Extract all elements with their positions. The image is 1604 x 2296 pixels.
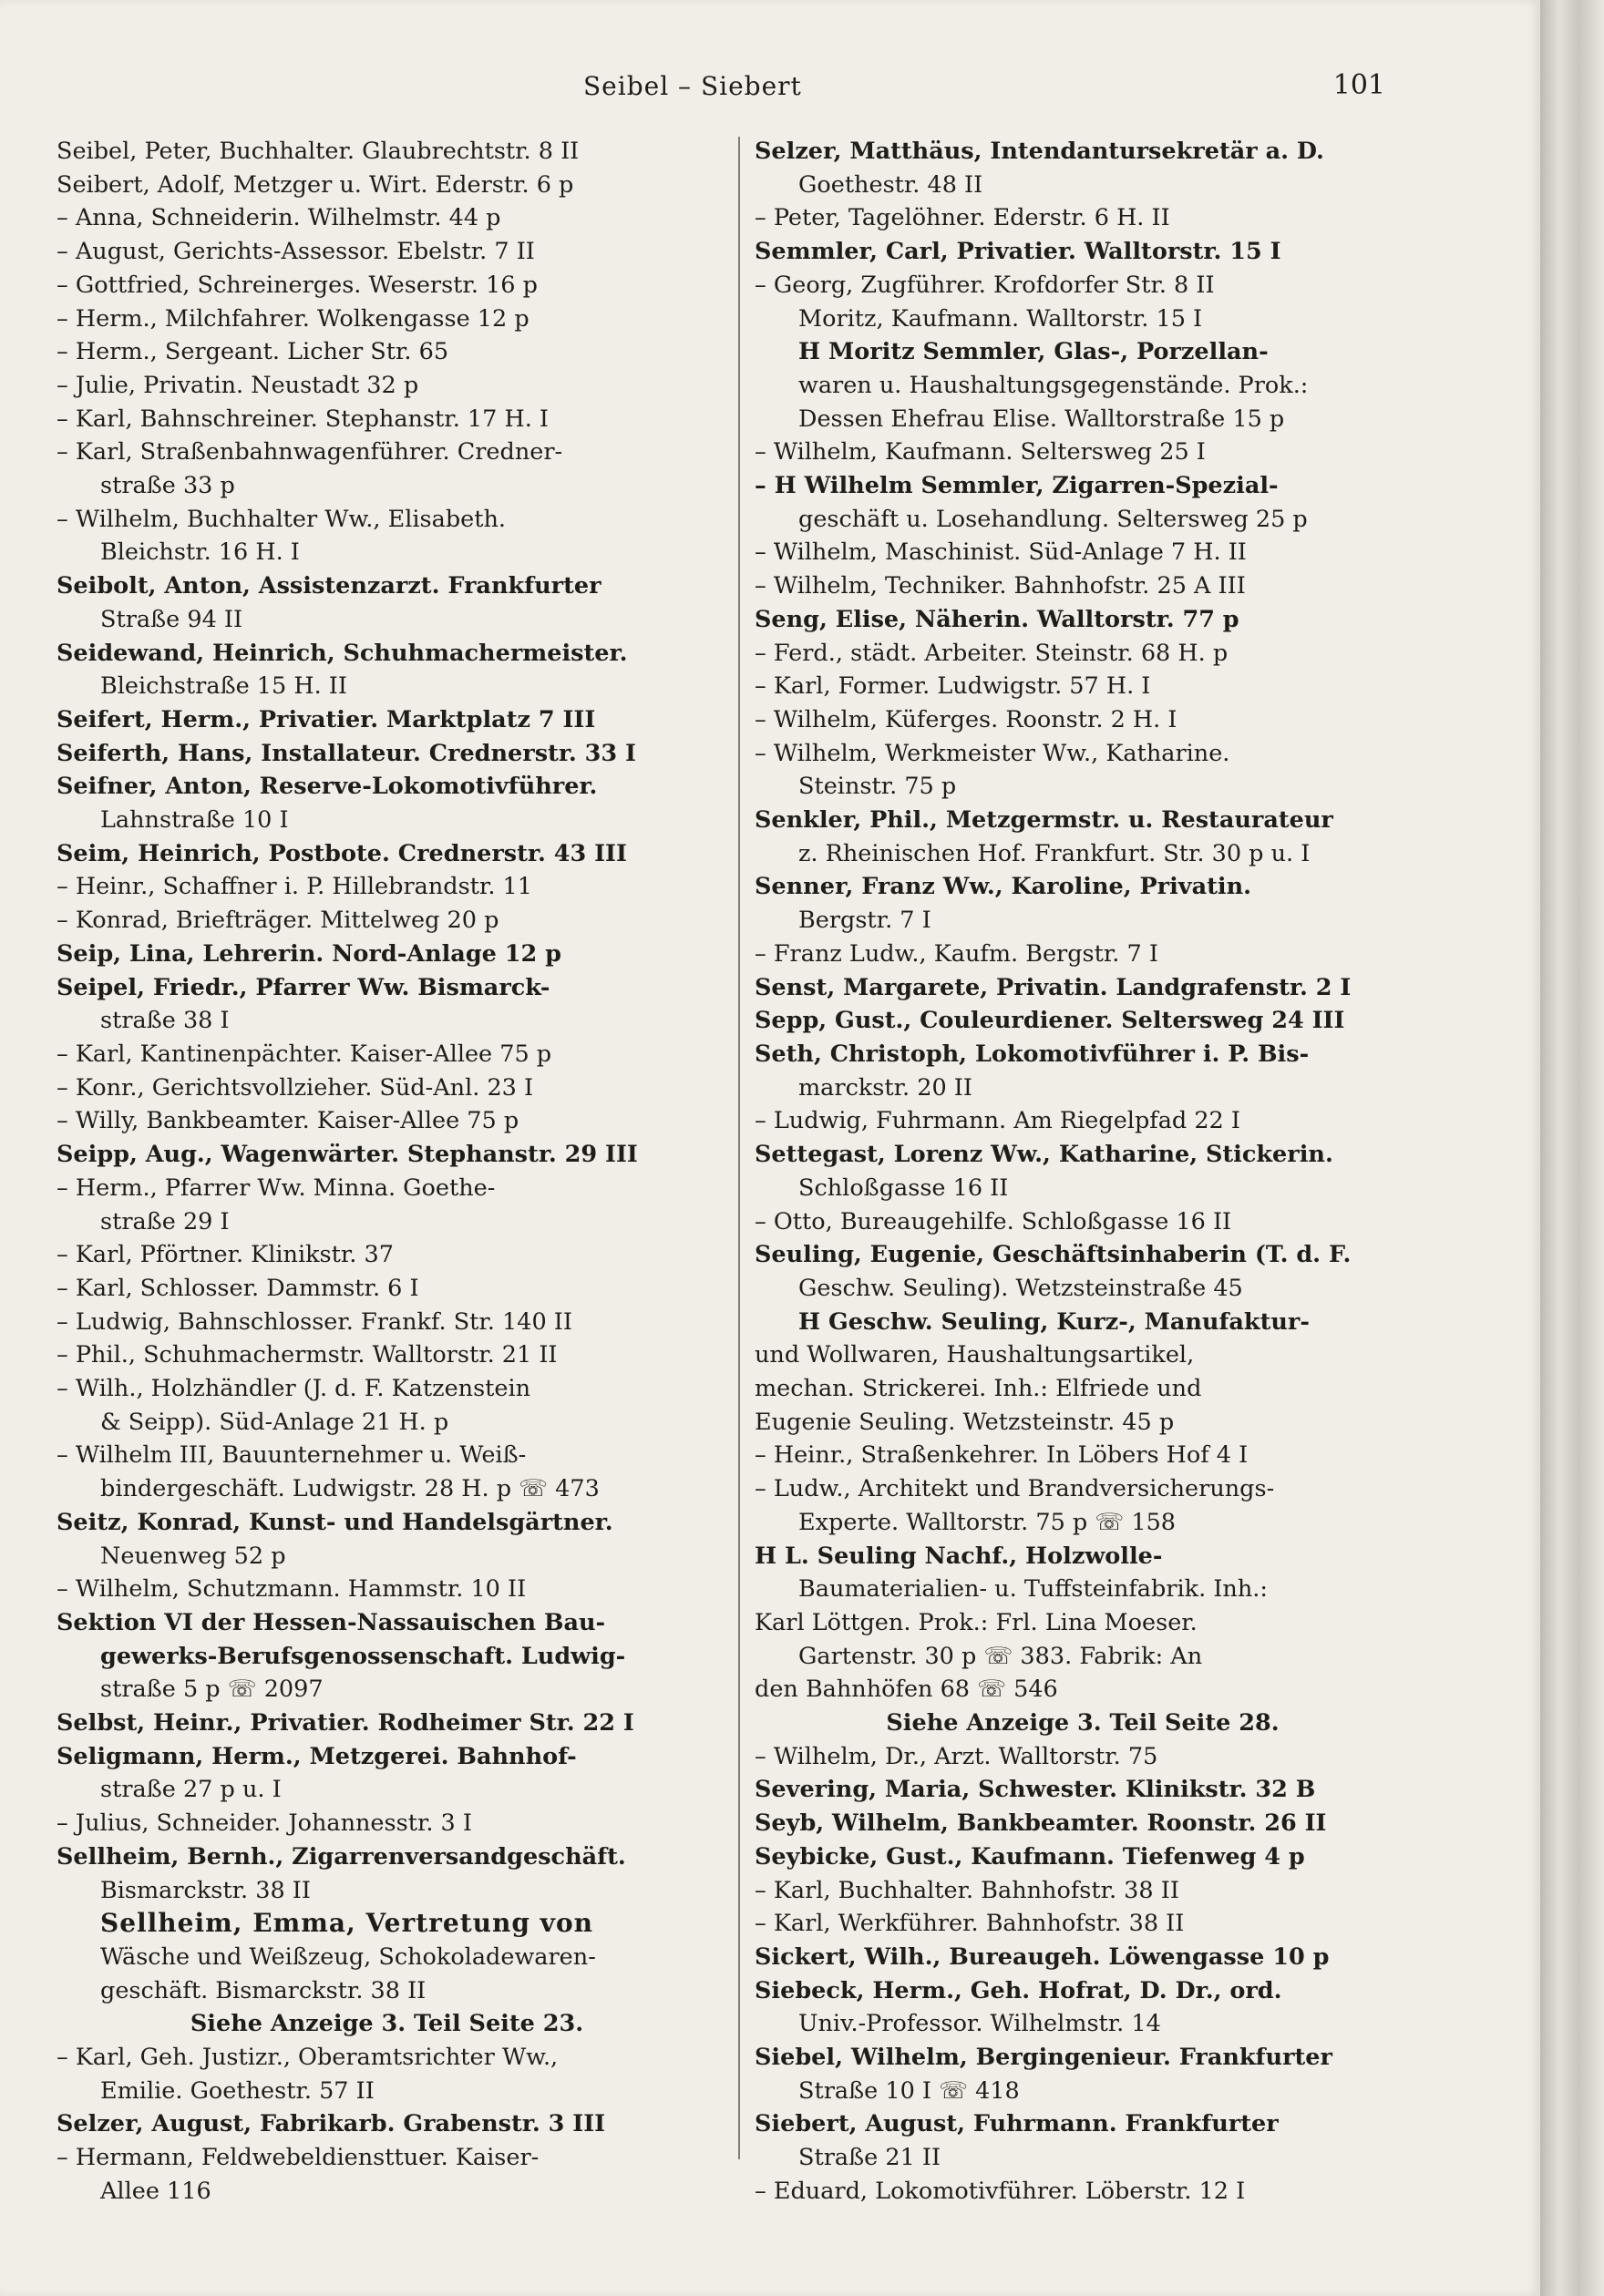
entry: Seth, Christoph, Lokomotivführer i. P. Bis- [755,1040,1310,1068]
firm-entry: H Geschw. Seuling, Kurz-, Manufaktur- [798,1307,1310,1336]
entry: Senkler, Phil., Metzgermstr. u. Restaurateur [755,806,1333,835]
entry: – Herm., Sergeant. Licher Str. 65 [57,338,449,366]
entry-continuation: Experte. Walltorstr. 75 p ☏ 158 [798,1508,1177,1536]
entry-continuation: bindergeschäft. Ludwigstr. 28 H. p ☏ 473 [100,1475,600,1503]
entry: Senner, Franz Ww., Karoline, Privatin. [755,873,1251,901]
entry: Seyb, Wilhelm, Bankbeamter. Roonstr. 26 II [755,1809,1327,1838]
entry: – Gottfried, Schreinerges. Weserstr. 16 p [57,271,538,299]
entry: – Karl, Straßenbahnwagenführer. Credner- [57,438,563,466]
entry: – Ludw., Architekt und Brandversicherungs- [755,1475,1275,1503]
entry: – Konr., Gerichtsvollzieher. Süd-Anl. 23 I [57,1073,534,1102]
entry-continuation: Baumaterialien- u. Tuffsteinfabrik. Inh.: [798,1575,1268,1604]
firm-entry: H Moritz Semmler, Glas-, Porzellan- [798,338,1269,366]
entry: – Eduard, Lokomotivführer. Löberstr. 12 I [755,2177,1246,2205]
entry-continuation: z. Rheinischen Hof. Frankfurt. Str. 30 p u. I [798,839,1311,867]
entry-continuation: Schloßgasse 16 II [798,1174,1009,1202]
entry-continuation: straße 5 p ☏ 2097 [100,1676,324,1704]
firm-entry: H L. Seuling Nachf., Holzwolle- [755,1542,1163,1570]
entry: Sickert, Wilh., Bureaugeh. Löwengasse 10 p [755,1942,1330,1971]
entry: – Herm., Pfarrer Ww. Minna. Goethe- [57,1174,496,1202]
entry-continuation: Wäsche und Weißzeug, Schokoladewaren- [100,1942,596,1971]
entry-continuation: Bergstr. 7 I [798,907,931,935]
entry: – August, Gerichts-Assessor. Ebelstr. 7 II [57,238,535,266]
entry: Siebeck, Herm., Geh. Hofrat, D. Dr., ord. [755,1976,1282,2004]
entry: Senst, Margarete, Privatin. Landgrafenstr. 2 I [755,973,1352,1001]
entry: – Ferd., städt. Arbeiter. Steinstr. 68 H. p [755,639,1229,667]
entry-continuation: straße 38 I [100,1007,230,1035]
entry: Siebel, Wilhelm, Bergingenieur. Frankfurter [755,2044,1332,2072]
entry-continuation: Geschw. Seuling). Wetzsteinstraße 45 [798,1274,1243,1302]
entry: Moritz, Kaufmann. Walltorstr. 15 I [798,304,1203,333]
entry-continuation: Karl Löttgen. Prok.: Frl. Lina Moeser. [755,1608,1198,1636]
entry-continuation: und Wollwaren, Haushaltungsartikel, [755,1341,1195,1369]
entry: Seitz, Konrad, Kunst- und Handelsgärtner. [57,1508,613,1536]
entry: Selzer, August, Fabrikarb. Grabenstr. 3 III [57,2110,606,2138]
entry: – Julius, Schneider. Johannesstr. 3 I [57,1809,472,1838]
entry-continuation: den Bahnhöfen 68 ☏ 546 [755,1676,1058,1704]
entry-continuation: Univ.-Professor. Wilhelmstr. 14 [798,2010,1161,2038]
left-column [57,135,717,2209]
entry: Severing, Maria, Schwester. Klinikstr. 32 B [755,1776,1316,1804]
entry: – Otto, Bureaugehilfe. Schloßgasse 16 II [755,1207,1232,1235]
entry: Seim, Heinrich, Postbote. Crednerstr. 43 III [57,839,627,867]
entry: – Wilhelm, Werkmeister Ww., Katharine. [755,739,1230,767]
entry-continuation: Dessen Ehefrau Elise. Walltorstraße 15 p [798,405,1285,433]
entry-continuation: Straße 10 I ☏ 418 [798,2076,1020,2105]
page-header [55,66,1385,111]
entry-continuation: Lahnstraße 10 I [100,806,289,835]
entry: Sektion VI der Hessen-Nassauischen Bau- [57,1608,606,1636]
entry: Seip, Lina, Lehrerin. Nord-Anlage 12 p [57,939,561,968]
entry: Siebert, August, Fuhrmann. Frankfurter [755,2110,1279,2138]
entry-continuation: Gartenstr. 30 p ☏ 383. Fabrik: An [798,1642,1203,1670]
entry: – Karl, Pförtner. Klinikstr. 37 [57,1241,394,1269]
entry: Selbst, Heinr., Privatier. Rodheimer Str. 22 I [57,1709,634,1737]
entry-continuation: Steinstr. 75 p [798,773,957,801]
entry: – Georg, Zugführer. Krofdorfer Str. 8 II [755,271,1215,299]
entry-continuation: gewerks-Berufsgenossenschaft. Ludwig- [100,1642,626,1670]
entry: Seuling, Eugenie, Geschäftsinhaberin (T. d. F. [755,1241,1352,1269]
entry-continuation: straße 27 p u. I [100,1776,282,1804]
entry: Seibel, Peter, Buchhalter. Glaubrechtstr. 8 II [57,138,580,165]
column-divider [738,137,740,2159]
entry: Seipel, Friedr., Pfarrer Ww. Bismarck- [57,973,550,1001]
entry-continuation: Allee 116 [100,2177,211,2205]
entry: Semmler, Carl, Privatier. Walltorstr. 15 I [755,238,1281,266]
entry-continuation: mechan. Strickerei. Inh.: Elfriede und [755,1375,1202,1403]
entry: Seiferth, Hans, Installateur. Crednerstr. 33 I [57,739,636,767]
entry-continuation: waren u. Haushaltungsgegenstände. Prok.: [798,371,1309,399]
entry: – Karl, Schlosser. Dammstr. 6 I [57,1274,419,1302]
entry: – Julie, Privatin. Neustadt 32 p [57,371,419,399]
entry: Seipp, Aug., Wagenwärter. Stephanstr. 29 III [57,1141,638,1169]
entry: – Peter, Tagelöhner. Ederstr. 6 H. II [755,204,1170,232]
entry-continuation: Straße 21 II [798,2144,941,2172]
entry-continuation: Eugenie Seuling. Wetzsteinstr. 45 p [755,1408,1175,1436]
advertisement-reference: Siehe Anzeige 3. Teil Seite 23. [190,2010,584,2038]
entry: – Phil., Schuhmachermstr. Walltorstr. 21 II [57,1341,558,1369]
page-edge-shadow [1540,0,1604,2296]
entry: – Wilhelm, Maschinist. Süd-Anlage 7 H. II [755,538,1247,567]
page-number: 101 [1332,69,1385,101]
entry: – Karl, Kantinenpächter. Kaiser-Allee 75 p [57,1040,552,1068]
entry: Seibert, Adolf, Metzger u. Wirt. Ederstr. 6 p [57,170,574,199]
entry: Seifert, Herm., Privatier. Marktplatz 7 III [57,705,596,733]
entry: Seidewand, Heinrich, Schuhmachermeister. [57,639,628,667]
entry-continuation: Bleichstraße 15 H. II [100,672,347,701]
entry: – Wilhelm, Buchhalter Ww., Elisabeth. [57,505,507,533]
entry-continuation: Bismarckstr. 38 II [100,1876,311,1904]
entry-continuation: marckstr. 20 II [798,1073,972,1102]
advertisement-reference: Siehe Anzeige 3. Teil Seite 28. [886,1709,1280,1737]
entry: Seybicke, Gust., Kaufmann. Tiefenweg 4 p [755,1842,1305,1871]
entry: Settegast, Lorenz Ww., Katharine, Stickerin. [755,1141,1333,1169]
entry: Sepp, Gust., Couleurdiener. Seltersweg 24 III [755,1007,1345,1035]
entry: Sellheim, Bernh., Zigarrenversandgeschäft. [57,1842,626,1871]
entry: – Karl, Buchhalter. Bahnhofstr. 38 II [755,1876,1179,1904]
entry: – Willy, Bankbeamter. Kaiser-Allee 75 p [57,1107,519,1135]
entry: – Heinr., Schaffner i. P. Hillebrandstr. 11 [57,873,532,901]
entry: – Heinr., Straßenkehrer. In Löbers Hof 4 I [755,1441,1249,1470]
firm-entry: – H Wilhelm Semmler, Zigarren-Spezial- [755,472,1279,500]
entry: – Konrad, Briefträger. Mittelweg 20 p [57,907,499,935]
entry: – Anna, Schneiderin. Wilhelmstr. 44 p [57,204,501,232]
entry: – Herm., Milchfahrer. Wolkengasse 12 p [57,304,530,333]
entry-continuation: Straße 94 II [100,605,243,633]
entry: – Ludwig, Fuhrmann. Am Riegelpfad 22 I [755,1107,1240,1135]
entry: – Hermann, Feldwebeldiensttuer. Kaiser- [57,2144,540,2172]
entry: – Karl, Werkführer. Bahnhofstr. 38 II [755,1910,1185,1938]
entry: – Karl, Bahnschreiner. Stephanstr. 17 H. I [57,405,549,433]
entry-continuation: geschäft u. Losehandlung. Seltersweg 25 p [798,505,1308,533]
right-column [755,135,1411,2209]
entry-continuation: & Seipp). Süd-Anlage 21 H. p [100,1408,449,1436]
entry: Seibolt, Anton, Assistenzarzt. Frankfurter [57,572,602,600]
entry: – Franz Ludw., Kaufm. Bergstr. 7 I [755,939,1158,968]
entry-continuation: geschäft. Bismarckstr. 38 II [100,1976,427,2004]
entry-continuation: straße 33 p [100,472,235,500]
entry-continuation: Neuenweg 52 p [100,1542,286,1570]
entry-continuation: Emilie. Goethestr. 57 II [100,2076,375,2105]
entry: – Wilhelm, Küferges. Roonstr. 2 H. I [755,705,1177,733]
entry: – Wilhelm, Techniker. Bahnhofstr. 25 A III [755,572,1246,600]
entry: – Wilhelm, Schutzmann. Hammstr. 10 II [57,1575,527,1604]
running-title: Seibel – Siebert [583,71,802,101]
entry: – Wilh., Holzhändler (J. d. F. Katzenstein [57,1375,531,1403]
entry: Selzer, Matthäus, Intendantursekretär a. D. [755,138,1324,165]
entry: Seng, Elise, Näherin. Walltorstr. 77 p [755,605,1239,633]
entry: – Karl, Geh. Justizr., Oberamtsrichter Ww., [57,2044,559,2072]
entry: – Ludwig, Bahnschlosser. Frankf. Str. 140 II [57,1307,572,1336]
entry: – Karl, Former. Ludwigstr. 57 H. I [755,672,1151,701]
entry-continuation: Bleichstr. 16 H. I [100,538,300,567]
entry: Seligmann, Herm., Metzgerei. Bahnhof- [57,1742,577,1770]
entry: – Wilhelm, Kaufmann. Seltersweg 25 I [755,438,1206,466]
entry-continuation: straße 29 I [100,1207,230,1235]
entry: – Wilhelm, Dr., Arzt. Walltorstr. 75 [755,1742,1158,1770]
entry: Seifner, Anton, Reserve-Lokomotivführer. [57,773,598,801]
entry: – Wilhelm III, Bauunternehmer u. Weiß- [57,1441,527,1470]
firm-entry: Sellheim, Emma, Vertretung von [100,1908,593,1939]
entry-continuation: Goethestr. 48 II [798,170,983,199]
